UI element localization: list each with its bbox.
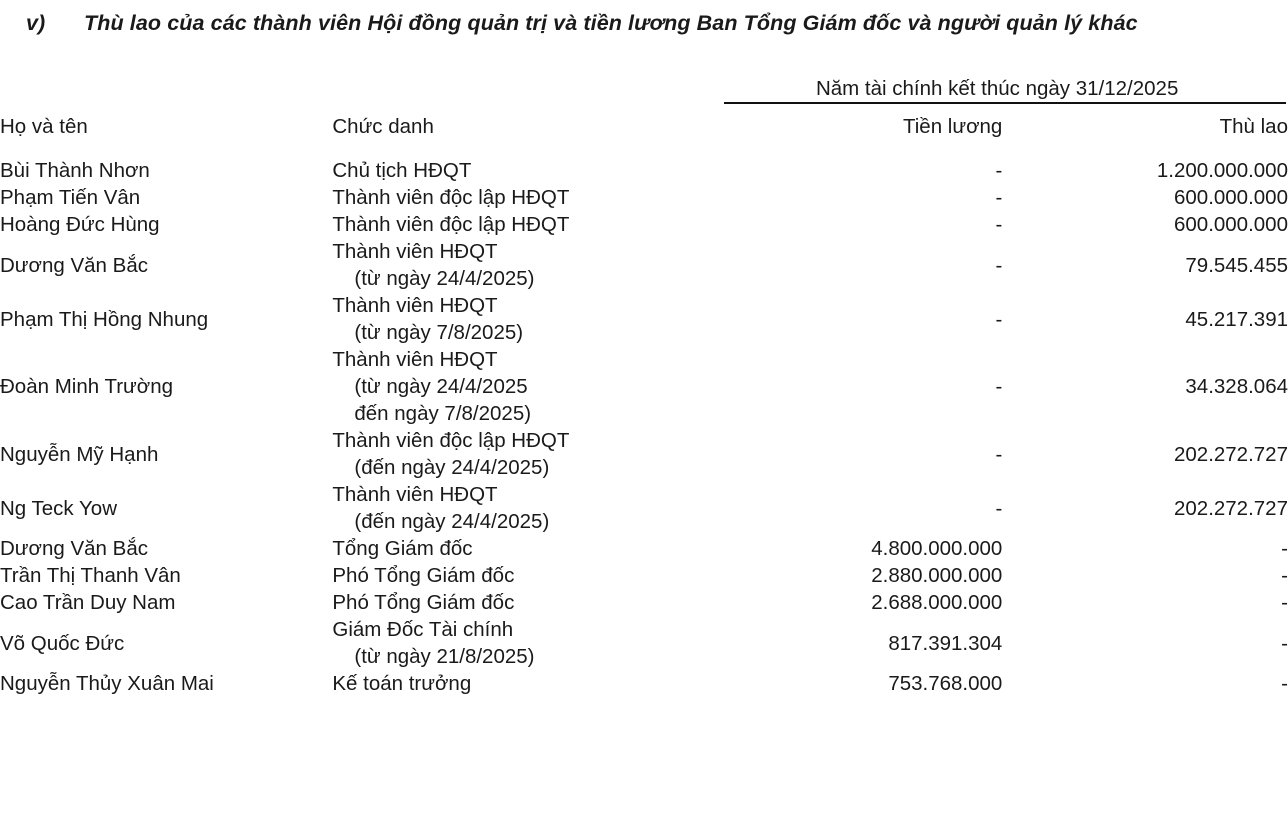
cell-role bbox=[332, 670, 706, 697]
cell-role bbox=[332, 292, 706, 346]
cell-name: Phạm Tiến Vân bbox=[0, 186, 141, 209]
role-title: Phó Tổng Giám đốc bbox=[332, 564, 515, 587]
role-period-line: (từ ngày 24/4/2025 bbox=[354, 375, 528, 398]
column-header-name: Họ và tên bbox=[0, 115, 88, 138]
cell-salary: - bbox=[995, 307, 1003, 331]
cell-salary: - bbox=[995, 496, 1003, 520]
cell-name: Phạm Thị Hồng Nhung bbox=[0, 307, 209, 331]
cell-name: Dương Văn Bắc bbox=[0, 537, 148, 560]
table-row bbox=[0, 481, 1288, 535]
cell-name: Bùi Thành Nhơn bbox=[0, 159, 150, 182]
role-title: Chủ tịch HĐQT bbox=[332, 159, 472, 182]
cell-fee: - bbox=[1281, 631, 1288, 655]
section-heading bbox=[26, 8, 1241, 38]
cell-role bbox=[332, 238, 706, 292]
role-title: Thành viên HĐQT bbox=[332, 294, 498, 317]
role-period-line: (đến ngày 24/4/2025) bbox=[354, 510, 550, 533]
column-header-salary: Tiền lương bbox=[902, 115, 1003, 138]
cell-salary: 2.688.000.000 bbox=[871, 591, 1003, 614]
role-period-line: (từ ngày 7/8/2025) bbox=[354, 321, 524, 344]
role-title: Thành viên độc lập HĐQT bbox=[332, 213, 570, 236]
cell-fee: - bbox=[1281, 672, 1288, 695]
cell-salary: - bbox=[995, 253, 1003, 277]
table-row bbox=[0, 670, 1288, 697]
cell-salary: 817.391.304 bbox=[888, 631, 1003, 655]
role-title: Kế toán trưởng bbox=[332, 672, 472, 695]
section-title: Thù lao của các thành viên Hội đồng quản trị và tiền lương Ban Tổng Giám đốc và người quản lý khác bbox=[84, 11, 1138, 35]
cell-fee: 34.328.064 bbox=[1185, 375, 1288, 398]
cell-fee: 79.545.455 bbox=[1185, 253, 1288, 277]
period-header-row bbox=[0, 76, 1288, 102]
section-marker: v) bbox=[26, 11, 46, 35]
cell-role bbox=[332, 184, 706, 211]
cell-role bbox=[332, 616, 706, 670]
role-period-line: (đến ngày 24/4/2025) bbox=[354, 456, 550, 479]
cell-fee: 600.000.000 bbox=[1173, 213, 1288, 236]
cell-fee: - bbox=[1281, 537, 1288, 560]
table-row bbox=[0, 211, 1288, 238]
cell-fee: 202.272.727 bbox=[1173, 496, 1288, 520]
cell-role bbox=[332, 535, 706, 562]
role-title: Thành viên HĐQT bbox=[332, 240, 498, 263]
cell-salary: - bbox=[995, 159, 1003, 182]
cell-salary: - bbox=[995, 213, 1003, 236]
table-row bbox=[0, 157, 1288, 184]
role-title: Thành viên độc lập HĐQT bbox=[332, 429, 570, 452]
role-title: Tổng Giám đốc bbox=[332, 537, 473, 560]
table-row bbox=[0, 562, 1288, 589]
cell-fee: 1.200.000.000 bbox=[1156, 159, 1288, 182]
spacer-cell-role bbox=[332, 76, 706, 102]
role-period-line: (từ ngày 21/8/2025) bbox=[354, 645, 535, 668]
cell-salary: - bbox=[995, 442, 1003, 466]
cell-fee: - bbox=[1281, 591, 1288, 614]
cell-role bbox=[332, 481, 706, 535]
cell-name: Trần Thị Thanh Vân bbox=[0, 564, 181, 587]
table-row bbox=[0, 427, 1288, 481]
role-title: Thành viên HĐQT bbox=[332, 348, 498, 371]
cell-name: Đoàn Minh Trường bbox=[0, 375, 174, 398]
table-row bbox=[0, 589, 1288, 616]
cell-name: Cao Trần Duy Nam bbox=[0, 591, 176, 614]
column-header-row bbox=[0, 104, 1288, 157]
table-header bbox=[0, 76, 1288, 157]
cell-fee: - bbox=[1281, 564, 1288, 587]
table-body bbox=[0, 157, 1288, 697]
cell-salary: 4.800.000.000 bbox=[871, 537, 1003, 560]
cell-role bbox=[332, 562, 706, 589]
role-title: Thành viên độc lập HĐQT bbox=[332, 186, 570, 209]
table-row bbox=[0, 346, 1288, 427]
cell-role bbox=[332, 589, 706, 616]
role-title: Giám Đốc Tài chính bbox=[332, 618, 514, 641]
cell-name: Nguyễn Mỹ Hạnh bbox=[0, 442, 159, 466]
table-row bbox=[0, 616, 1288, 670]
spacer-cell-name bbox=[0, 76, 332, 102]
cell-name: Võ Quốc Đức bbox=[0, 631, 125, 655]
remuneration-table bbox=[0, 76, 1288, 697]
cell-role bbox=[332, 346, 706, 427]
table-row bbox=[0, 238, 1288, 292]
table-row bbox=[0, 292, 1288, 346]
table-row bbox=[0, 184, 1288, 211]
cell-salary: - bbox=[995, 186, 1003, 209]
cell-name: Nguyễn Thủy Xuân Mai bbox=[0, 672, 214, 695]
cell-role bbox=[332, 211, 706, 238]
cell-role bbox=[332, 157, 706, 184]
cell-name: Dương Văn Bắc bbox=[0, 253, 148, 277]
table-row bbox=[0, 535, 1288, 562]
cell-fee: 202.272.727 bbox=[1173, 442, 1288, 466]
cell-salary: - bbox=[995, 375, 1003, 398]
cell-role bbox=[332, 427, 706, 481]
cell-name: Ng Teck Yow bbox=[0, 496, 118, 520]
cell-fee: 600.000.000 bbox=[1173, 186, 1288, 209]
role-title: Thành viên HĐQT bbox=[332, 483, 498, 506]
role-period-line: (từ ngày 24/4/2025) bbox=[354, 267, 535, 290]
role-title: Phó Tổng Giám đốc bbox=[332, 591, 515, 614]
role-period-line: đến ngày 7/8/2025) bbox=[354, 402, 532, 425]
column-header-role: Chức danh bbox=[332, 115, 434, 138]
column-header-fee: Thù lao bbox=[1219, 115, 1288, 138]
cell-salary: 2.880.000.000 bbox=[871, 564, 1003, 587]
cell-salary: 753.768.000 bbox=[888, 672, 1003, 695]
cell-fee: 45.217.391 bbox=[1185, 307, 1288, 331]
cell-name: Hoàng Đức Hùng bbox=[0, 213, 160, 236]
period-header-label: Năm tài chính kết thúc ngày 31/12/2025 bbox=[815, 77, 1179, 100]
